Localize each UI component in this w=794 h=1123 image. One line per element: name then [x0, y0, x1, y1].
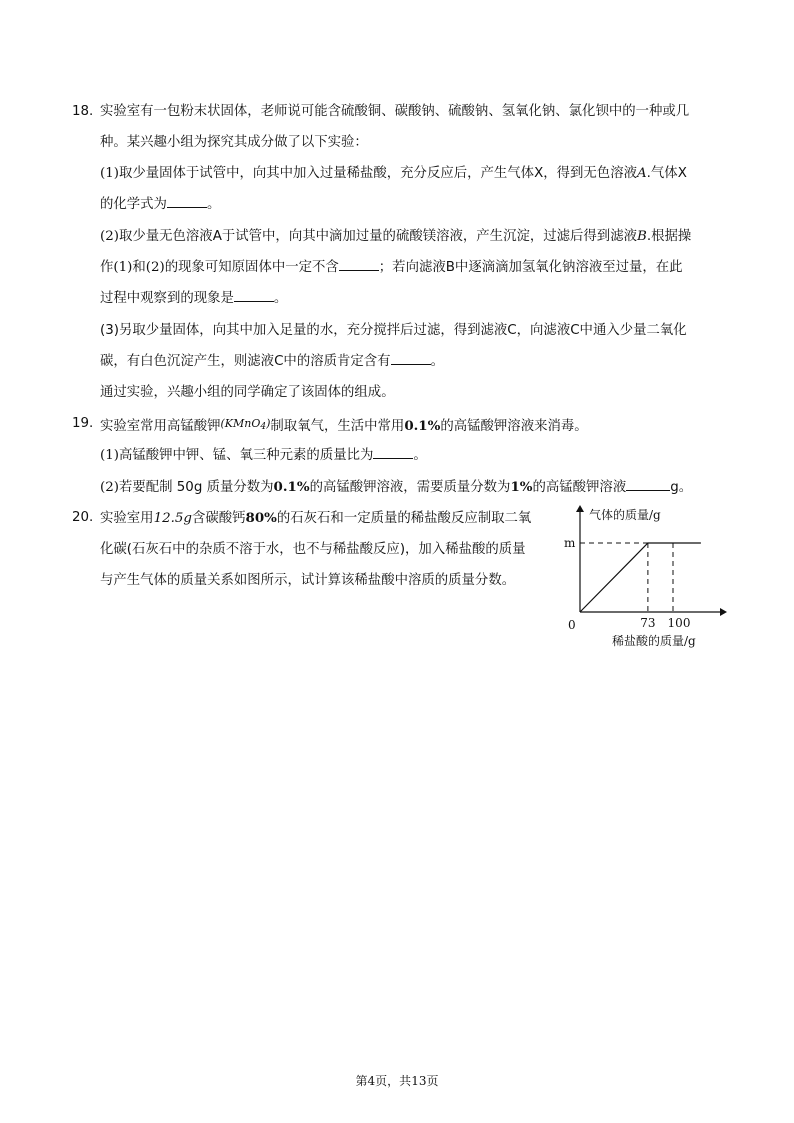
part-mark: (1)	[100, 166, 119, 181]
text: 实验室常用高锰酸钾	[100, 419, 221, 434]
q19-part2	[100, 477, 692, 498]
formula-open: (KMnO	[220, 417, 261, 430]
text: 高锰酸钾中钾、锰、氧三种元素的质量比为	[118, 448, 374, 463]
q20-line2: 化碳(石灰石中的杂质不溶于水，也不与稀盐酸反应)，加入稀盐酸的质量	[100, 542, 526, 557]
part-mark: (2)	[100, 480, 119, 495]
answer-blank[interactable]	[373, 446, 413, 459]
mass-value: 12.5g	[153, 511, 192, 526]
percent-value: 80%	[245, 510, 277, 526]
q18-part2-line3	[100, 289, 287, 309]
page-number: 4	[367, 1074, 376, 1088]
q18-stem-line2: 种。某兴趣小组为探究其成分做了以下实验：	[100, 135, 368, 150]
text: .气体X	[646, 166, 687, 181]
text: 的石灰石和一定质量的稀盐酸反应制取二氧	[276, 511, 532, 526]
part-mark: (2)	[100, 229, 119, 244]
part-mark: (1)	[113, 260, 133, 275]
q19-stem	[100, 414, 588, 437]
text: 。	[206, 197, 221, 212]
q18-part2-line2	[100, 258, 683, 278]
text: 的高锰酸钾溶液，需要质量分数为	[309, 480, 511, 495]
text: 和	[132, 260, 146, 275]
answer-blank[interactable]	[626, 478, 670, 491]
formula-subscript: 4	[260, 422, 267, 432]
question-19-number: 19.	[72, 416, 94, 431]
x-axis-label: 稀盐酸的质量/g	[612, 634, 696, 648]
text: 。	[273, 291, 288, 306]
x-axis-arrow	[720, 608, 727, 616]
q20-line3: 与产生气体的质量关系如图所示，试计算该稀盐酸中溶质的质量分数。	[100, 573, 516, 588]
percent-value: 0.1%	[273, 479, 310, 495]
question-18-number: 18.	[72, 104, 94, 119]
formula-close: )	[266, 417, 271, 430]
text: ；若向滤液B中逐滴滴加氢氧化钠溶液至过量，在此	[378, 260, 683, 275]
footer-text: 第	[355, 1074, 368, 1088]
x-tick-label-73: 73	[640, 616, 656, 630]
y-axis-label: 气体的质量/g	[589, 508, 661, 522]
answer-blank[interactable]	[391, 352, 431, 365]
text: 过程中观察到的现象是	[100, 291, 234, 306]
page-total: 13	[411, 1074, 427, 1088]
text: 的高锰酸钾溶液来消毒。	[440, 419, 588, 434]
text: 取少量无色溶液A于试管中，向其中滴加过量的硫酸镁溶液，产生沉淀，过滤后得到滤液	[118, 229, 637, 244]
text: 的现象可知原固体中一定不含	[164, 260, 339, 275]
q18-part1-line2	[100, 195, 220, 215]
question-20-number: 20.	[72, 510, 94, 525]
text: 制取氧气，生活中常用	[270, 419, 405, 434]
text: 含碳酸钙	[191, 511, 246, 526]
text: 的化学式为	[100, 197, 167, 212]
text: g。	[670, 480, 693, 495]
q18-part3-line2	[100, 352, 444, 372]
origin-label: 0	[568, 618, 576, 632]
q18-conclusion: 通过实验，兴趣小组的同学确定了该固体的组成。	[100, 385, 395, 400]
q20-line1	[100, 508, 531, 529]
text: 碳，有白色沉淀产生，则滤液C中的溶质肯定含有	[100, 354, 391, 369]
text: 实验室用	[100, 511, 154, 526]
text: 若要配制 50g 质量分数为	[118, 480, 274, 495]
text: 作	[100, 260, 114, 275]
y-tick-label-m: m	[564, 536, 576, 550]
percent-value: 0.1%	[404, 418, 441, 434]
page-footer	[0, 1072, 794, 1089]
answer-blank[interactable]	[339, 258, 379, 271]
x-tick-label-100: 100	[667, 616, 691, 630]
answer-blank[interactable]	[234, 289, 274, 302]
footer-text: 页	[426, 1074, 439, 1088]
part-mark: (1)	[100, 448, 119, 463]
answer-blank[interactable]	[167, 195, 207, 208]
var-b: B	[636, 229, 647, 244]
var-a: A	[636, 166, 647, 181]
q18-part3-line1: (3)另取少量固体，向其中加入足量的水，充分搅拌后过滤，得到滤液C，向滤液C中通入少量二氧化	[100, 323, 687, 338]
percent-value: 1%	[510, 479, 533, 495]
text: .根据操	[646, 229, 692, 244]
gas-mass-series-line	[580, 543, 701, 612]
part-mark: (2)	[145, 260, 165, 275]
q18-part2	[100, 227, 691, 247]
q18-stem-line1: 实验室有一包粉末状固体，老师说可能含硫酸铜、碳酸钠、硫酸钠、氢氧化钠、氯化钡中的一种或几	[100, 104, 690, 119]
footer-text: 页，共	[375, 1074, 412, 1088]
text: 。	[413, 448, 427, 463]
text: 的高锰酸钾溶液	[532, 480, 627, 495]
y-axis-arrow	[576, 505, 584, 512]
q18-part1	[100, 164, 687, 184]
text: 。	[430, 354, 444, 369]
gas-mass-chart	[560, 498, 730, 654]
formula-kmno4	[221, 417, 271, 430]
text: 取少量固体于试管中，向其中加入过量稀盐酸，充分反应后，产生气体X，得到无色溶液	[118, 166, 637, 181]
q19-part1	[100, 446, 427, 466]
